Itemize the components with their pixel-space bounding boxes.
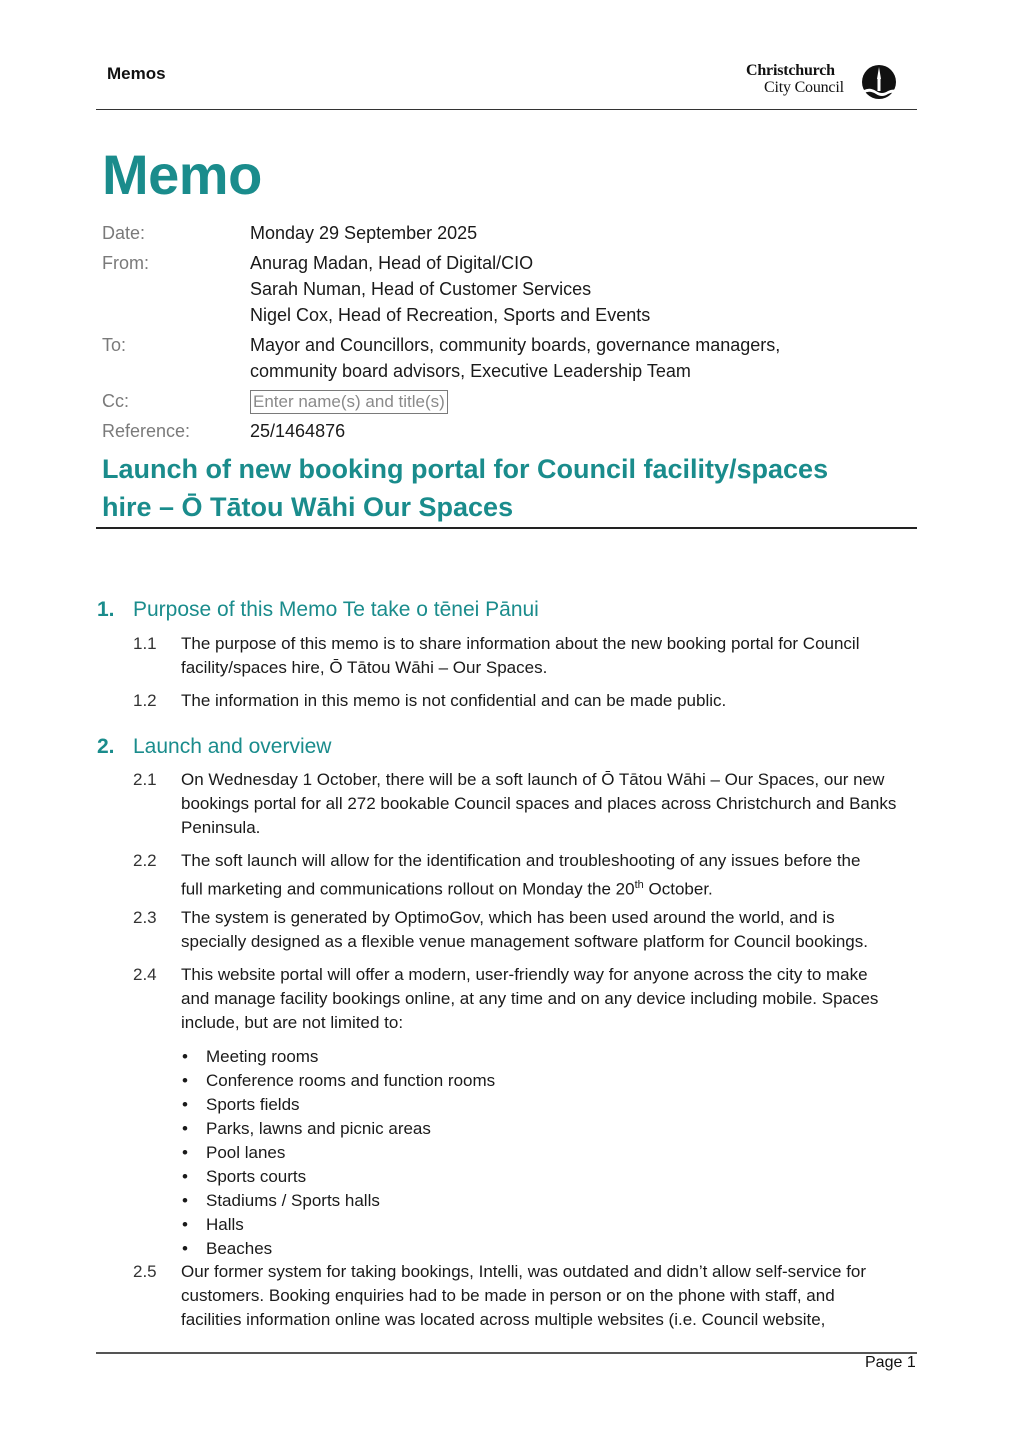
reference-label: Reference: <box>102 421 191 441</box>
council-logo <box>746 62 898 102</box>
paragraph-line: facility/spaces hire, Ō Tātou Wāhi – Our Spaces. <box>181 658 548 677</box>
to-value-2: community board advisors, Executive Leadership Team <box>250 361 691 381</box>
paragraph-line: and manage facility bookings online, at any time and on any device including mobile. Spaces <box>181 989 879 1008</box>
paragraph-2-4 <box>133 963 923 1035</box>
meta-from-row <box>102 250 922 328</box>
paragraph-line: customers. Booking enquiries had to be made in person or on the phone with staff, and <box>181 1286 835 1305</box>
list-item: • Halls <box>182 1213 495 1237</box>
from-label: From: <box>102 253 149 273</box>
paragraph-number: 2.4 <box>133 965 157 984</box>
paragraph-number: 2.2 <box>133 851 157 870</box>
paragraph-line: Our former system for taking bookings, Intelli, was outdated and didn’t allow self-service for <box>181 1262 867 1281</box>
paragraph-2-2 <box>133 849 923 902</box>
from-value-3: Nigel Cox, Head of Recreation, Sports and Events <box>250 305 651 325</box>
section-title: Launch and overview <box>133 735 332 758</box>
page-number: Page 1 <box>865 1354 916 1371</box>
meta-to-row <box>102 332 922 384</box>
paragraph-number: 2.5 <box>133 1262 157 1281</box>
list-item: • Parks, lawns and picnic areas <box>182 1117 495 1141</box>
paragraph-2-1 <box>133 768 923 840</box>
section-number: 2. <box>97 735 115 758</box>
list-item: • Pool lanes <box>182 1141 495 1165</box>
paragraph-line: The purpose of this memo is to share information about the new booking portal for Council <box>181 634 860 653</box>
from-value-2: Sarah Numan, Head of Customer Services <box>250 279 592 299</box>
paragraph-number: 1.2 <box>133 691 157 710</box>
date-label: Date: <box>102 223 146 243</box>
header-section-label: Memos <box>107 64 166 83</box>
page-title: Memo <box>102 143 262 206</box>
paragraph-line: bookings portal for all 272 bookable Council spaces and places across Christchurch and Banks <box>181 794 897 813</box>
date-value: Monday 29 September 2025 <box>250 223 478 243</box>
list-item: • Beaches <box>182 1237 495 1261</box>
paragraph-line: The soft launch will allow for the identification and troubleshooting of any issues before the <box>181 851 861 870</box>
subject-line-2: hire – Ō Tātou Wāhi Our Spaces <box>102 492 514 522</box>
list-item: • Stadiums / Sports halls <box>182 1189 495 1213</box>
meta-reference-row <box>102 418 922 444</box>
paragraph-number: 1.1 <box>133 634 157 653</box>
to-value-1: Mayor and Councillors, community boards, governance managers, <box>250 335 781 355</box>
meta-cc-row <box>102 388 922 414</box>
spaces-list <box>182 1045 495 1261</box>
paragraph-line: facilities information online was located across multiple websites (i.e. Council website, <box>181 1310 826 1329</box>
section-number: 1. <box>97 598 115 621</box>
list-item: • Conference rooms and function rooms <box>182 1069 495 1093</box>
subject-rule <box>96 527 917 529</box>
paragraph-line-with-superscript <box>181 873 923 902</box>
paragraph-1-1 <box>133 632 923 680</box>
paragraph-2-5 <box>133 1260 923 1332</box>
paragraph-line: The information in this memo is not confidential and can be made public. <box>181 691 727 710</box>
paragraph-line: On Wednesday 1 October, there will be a soft launch of Ō Tātou Wāhi – Our Spaces, our new <box>181 770 885 789</box>
paragraph-line: Peninsula. <box>181 818 261 837</box>
ordinal-suffix: th <box>634 879 644 891</box>
cc-label: Cc: <box>102 391 129 411</box>
meta-date-row <box>102 220 922 246</box>
memo-subject <box>102 450 902 526</box>
logo-line1: Christchurch <box>746 62 835 79</box>
reference-value: 25/1464876 <box>250 421 346 441</box>
list-item: • Meeting rooms <box>182 1045 495 1069</box>
cc-field[interactable]: Enter name(s) and title(s) <box>250 390 448 414</box>
paragraph-1-2 <box>133 689 923 713</box>
from-value-1: Anurag Madan, Head of Digital/CIO <box>250 253 534 273</box>
paragraph-line: The system is generated by OptimoGov, which has been used around the world, and is <box>181 908 835 927</box>
paragraph-line-tail: October. <box>643 879 713 899</box>
section-heading-2 <box>97 735 331 759</box>
subject-line-1: Launch of new booking portal for Council facility/spaces <box>102 454 829 484</box>
paragraph-2-3 <box>133 906 923 954</box>
paragraph-number: 2.3 <box>133 908 157 927</box>
paragraph-line: This website portal will offer a modern, user-friendly way for anyone across the city to make <box>181 965 868 984</box>
section-title: Purpose of this Memo Te take o tēnei Pānui <box>133 598 539 621</box>
list-item: • Sports fields <box>182 1093 495 1117</box>
paragraph-line: specially designed as a flexible venue management software platform for Council bookings. <box>181 932 868 951</box>
section-heading-1 <box>97 598 539 622</box>
list-item: • Sports courts <box>182 1165 495 1189</box>
paragraph-number: 2.1 <box>133 770 157 789</box>
header-rule <box>96 109 917 110</box>
paragraph-line: full marketing and communications rollout on Monday the 20 <box>181 879 635 899</box>
memo-meta <box>102 220 922 444</box>
logo-line2: City Council <box>764 79 844 96</box>
to-label: To: <box>102 335 127 355</box>
paragraph-line: include, but are not limited to: <box>181 1013 404 1032</box>
footer-rule <box>96 1352 917 1354</box>
cathedral-logo-icon <box>860 63 898 101</box>
